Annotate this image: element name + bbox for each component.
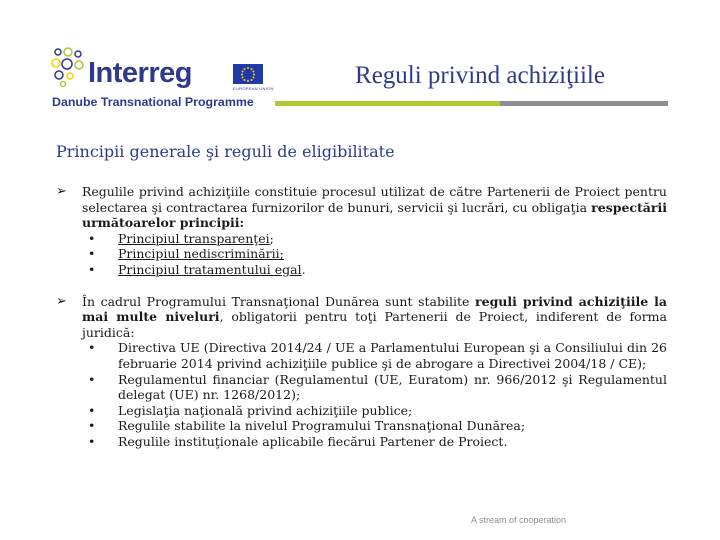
list-item <box>82 246 667 262</box>
title-divider-green <box>275 101 500 106</box>
bullet-dot-icon: • <box>88 402 96 418</box>
list-item <box>82 434 667 450</box>
list-item <box>82 231 667 247</box>
principles-list <box>82 231 667 278</box>
eu-caption: EUROPEAN UNION <box>233 86 274 91</box>
bullet-dot-icon: • <box>88 371 96 387</box>
bullet-procurement-rules <box>56 184 667 278</box>
rule-levels-list <box>82 340 667 449</box>
paragraph-text-rest: , obligatorii pentru toţi Partenerii de Proiect, indiferent de forma juridică: <box>82 309 667 340</box>
title-divider-gray <box>500 101 668 106</box>
paragraph-bold-text: respectării următoarelor principii: <box>82 199 667 231</box>
paragraph-text: Regulile privind achiziţiile constituie procesul utilizat de către Partenerii de Proiect pentru selectarea şi contractarea furnizorilor de bunuri, servicii şi lucrări, cu obligaţia <box>82 184 667 215</box>
list-item-text: Regulile stabilite la nivelul Programului Transnaţional Dunărea; <box>118 418 526 434</box>
paragraph-bold-text: reguli privind achiziţiile la mai multe niveluri <box>82 293 667 325</box>
list-item-text: Principiul nediscriminării; <box>118 246 284 262</box>
paragraph-text: În cadrul Programului Transnaţional Dunărea sunt stabilite <box>82 293 476 309</box>
list-item-suffix: ; <box>269 230 274 246</box>
programme-name: Danube Transnational Programme <box>52 95 254 109</box>
arrow-bullet-icon: ➢ <box>56 184 67 199</box>
arrow-bullet-icon: ➢ <box>56 293 67 309</box>
list-item-text: Principiul tratamentului egal <box>118 261 302 277</box>
slide-title: Reguli privind achiziţiile <box>355 62 605 89</box>
list-item <box>82 372 667 403</box>
list-item-text: Regulamentul financiar (Regulamentul (UE, Euratom) nr. 966/2012 şi Regulamentul delegat (UE) nr. 1268/2012); <box>118 371 667 403</box>
bullet-dot-icon: • <box>88 418 96 434</box>
list-item <box>82 418 667 434</box>
bullet-dot-icon: • <box>88 246 96 262</box>
list-item-text: Directiva UE (Directiva 2014/24 / UE a Parlamentului European şi a Consiliului din 26 februarie 2014 privind achiziţiile publice şi de abrogare a Directivei 2004/18 / CE); <box>118 340 667 371</box>
content-body <box>56 184 667 450</box>
list-item-text: Legislaţia naţională privind achiziţiile publice; <box>118 402 413 418</box>
swirl-icon <box>50 46 90 88</box>
list-item-text: Regulile instituţionale aplicabile fiecărui Partener de Proiect. <box>118 433 508 449</box>
logo-wordmark: Interreg <box>88 57 192 89</box>
bullet-programme-levels <box>56 294 667 450</box>
bullet-dot-icon: • <box>88 433 96 449</box>
footer-tagline: A stream of cooperation <box>471 515 567 525</box>
list-item-suffix: . <box>301 261 306 277</box>
list-item <box>82 262 667 278</box>
list-item-text: Principiul transparenţei <box>118 230 270 246</box>
list-item <box>82 403 667 419</box>
bullet-dot-icon: • <box>88 230 96 246</box>
bullet-dot-icon: • <box>88 261 96 277</box>
bullet-dot-icon: • <box>88 340 96 356</box>
list-item <box>82 340 667 371</box>
eu-flag-icon <box>233 64 263 84</box>
interreg-logo <box>50 46 275 114</box>
section-subtitle: Principii generale şi reguli de eligibilitate <box>56 142 395 161</box>
